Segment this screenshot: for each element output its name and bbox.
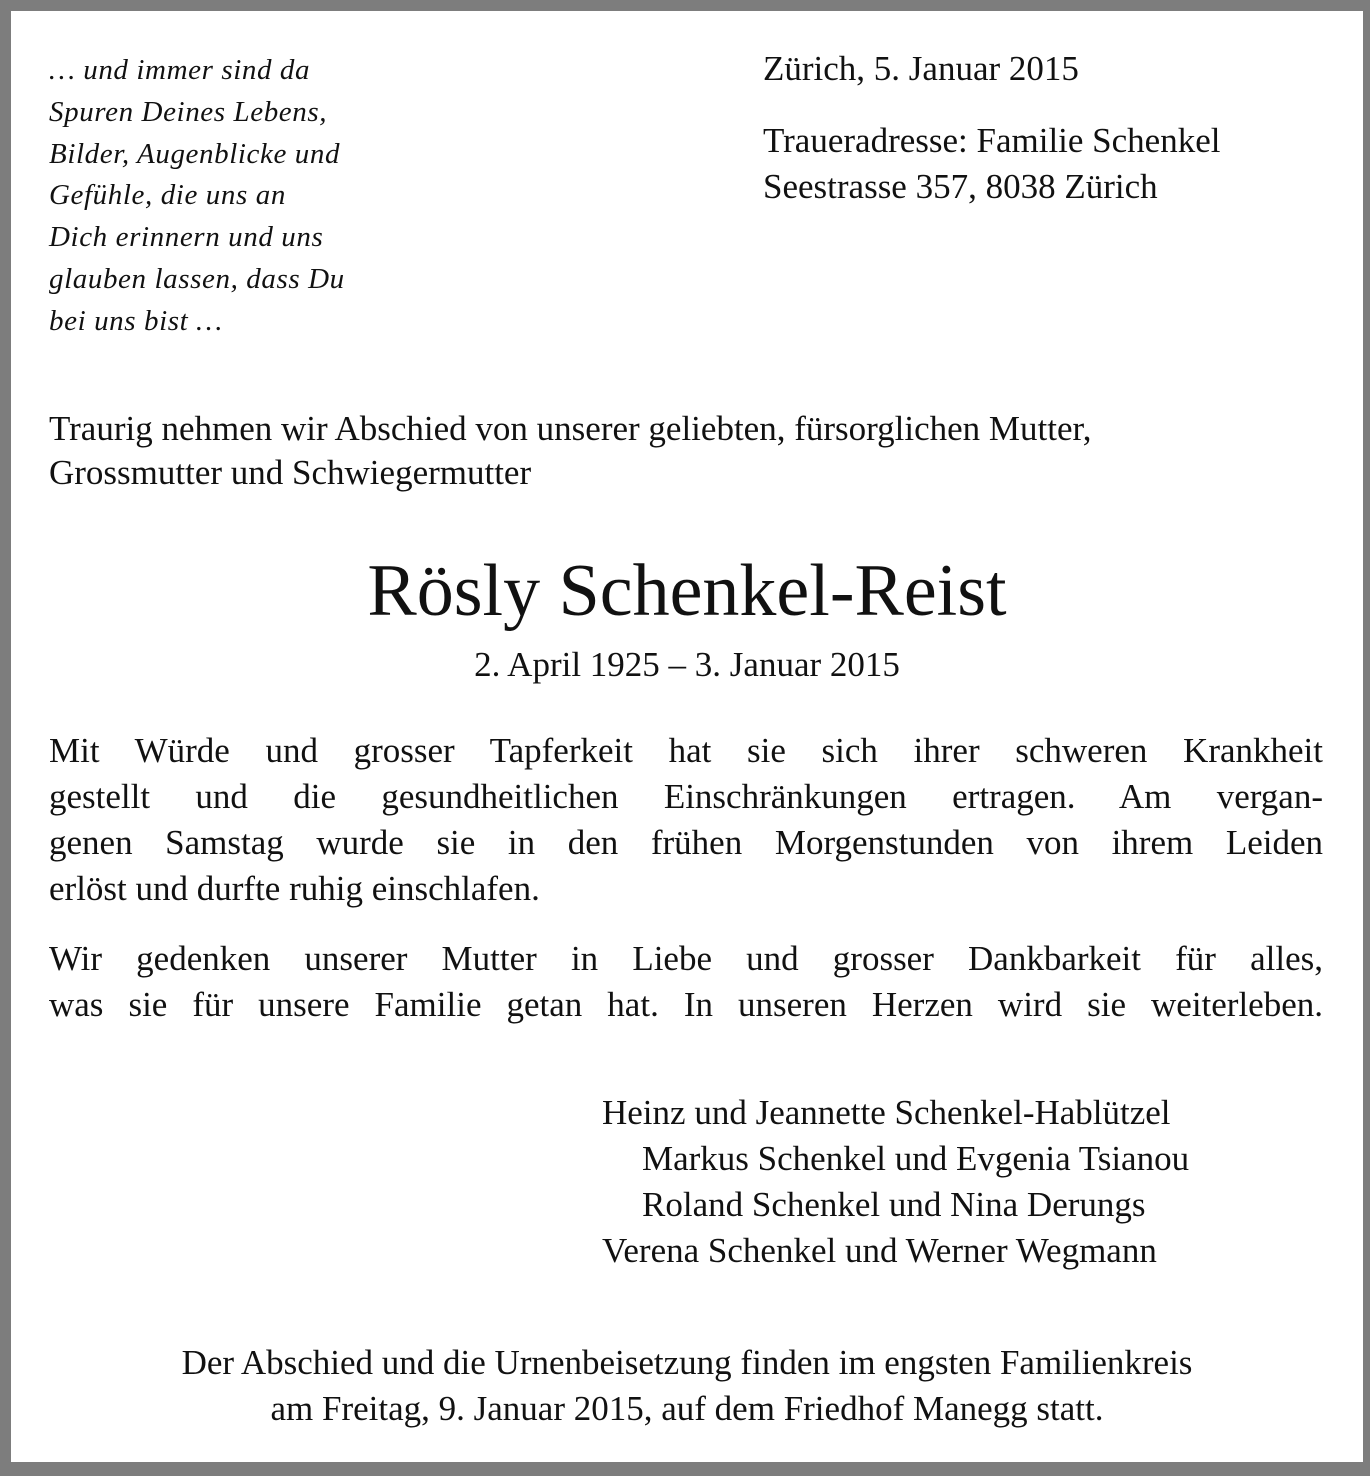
quote-line: bei uns bist … (49, 304, 223, 337)
body-paragraph-1 (49, 728, 1323, 912)
signer-name: Roland Schenkel und Nina Derungs (642, 1185, 1146, 1224)
place-date: Zürich, 5. Januar 2015 (763, 49, 1079, 88)
signer-name: Markus Schenkel und Evgenia Tsianou (642, 1139, 1190, 1178)
intro-text (49, 407, 1092, 495)
mourning-address (763, 118, 1220, 210)
memorial-quote (49, 50, 345, 343)
closing-line: Der Abschied und die Urnenbeisetzung finden im engsten Familienkreis (181, 1343, 1193, 1382)
intro-line: Traurig nehmen wir Abschied von unserer geliebten, fürsorglichen Mutter, (49, 409, 1092, 448)
paragraph-line: Mit Würde und grosser Tapferkeit hat sie sich ihrer schweren Krankheit (49, 731, 1323, 770)
obituary-notice (11, 11, 1363, 1462)
signer-name: Verena Schenkel und Werner Wegmann (602, 1231, 1157, 1270)
quote-line: glauben lassen, dass Du (49, 262, 345, 295)
quote-line: … und immer sind da (49, 54, 311, 86)
paragraph-line: genen Samstag wurde sie in den frühen Morgenstunden von ihrem Leiden (49, 823, 1323, 862)
paragraph-line: Wir gedenken unserer Mutter in Liebe und grosser Dankbarkeit für alles, (49, 939, 1323, 978)
deceased-name: Rösly Schenkel-Reist (367, 550, 1007, 632)
address-line: Seestrasse 357, 8038 Zürich (763, 167, 1158, 206)
quote-line: Spuren Deines Lebens, (49, 95, 328, 128)
funeral-notice (11, 1340, 1363, 1432)
quote-line: Bilder, Augenblicke und (49, 137, 341, 170)
address-line: Traueradresse: Familie Schenkel (763, 121, 1221, 160)
body-paragraph-2 (49, 936, 1323, 1028)
paragraph-line: gestellt und die gesundheitlichen Einschränkungen ertragen. Am vergan- (49, 777, 1323, 816)
quote-line: Gefühle, die uns an (49, 179, 286, 212)
paragraph-line: erlöst und durfte ruhig einschlafen. (49, 869, 540, 908)
intro-line: Grossmutter und Schwiegermutter (49, 453, 532, 492)
paragraph-line: was sie für unsere Familie getan hat. In unseren Herzen wird sie weiterleben. (49, 985, 1323, 1024)
closing-line: am Freitag, 9. Januar 2015, auf dem Friedhof Manegg statt. (270, 1389, 1104, 1428)
life-dates: 2. April 1925 – 3. Januar 2015 (474, 645, 900, 684)
signer-name: Heinz und Jeannette Schenkel-Hablützel (602, 1093, 1171, 1132)
quote-line: Dich erinnern und uns (49, 221, 324, 254)
